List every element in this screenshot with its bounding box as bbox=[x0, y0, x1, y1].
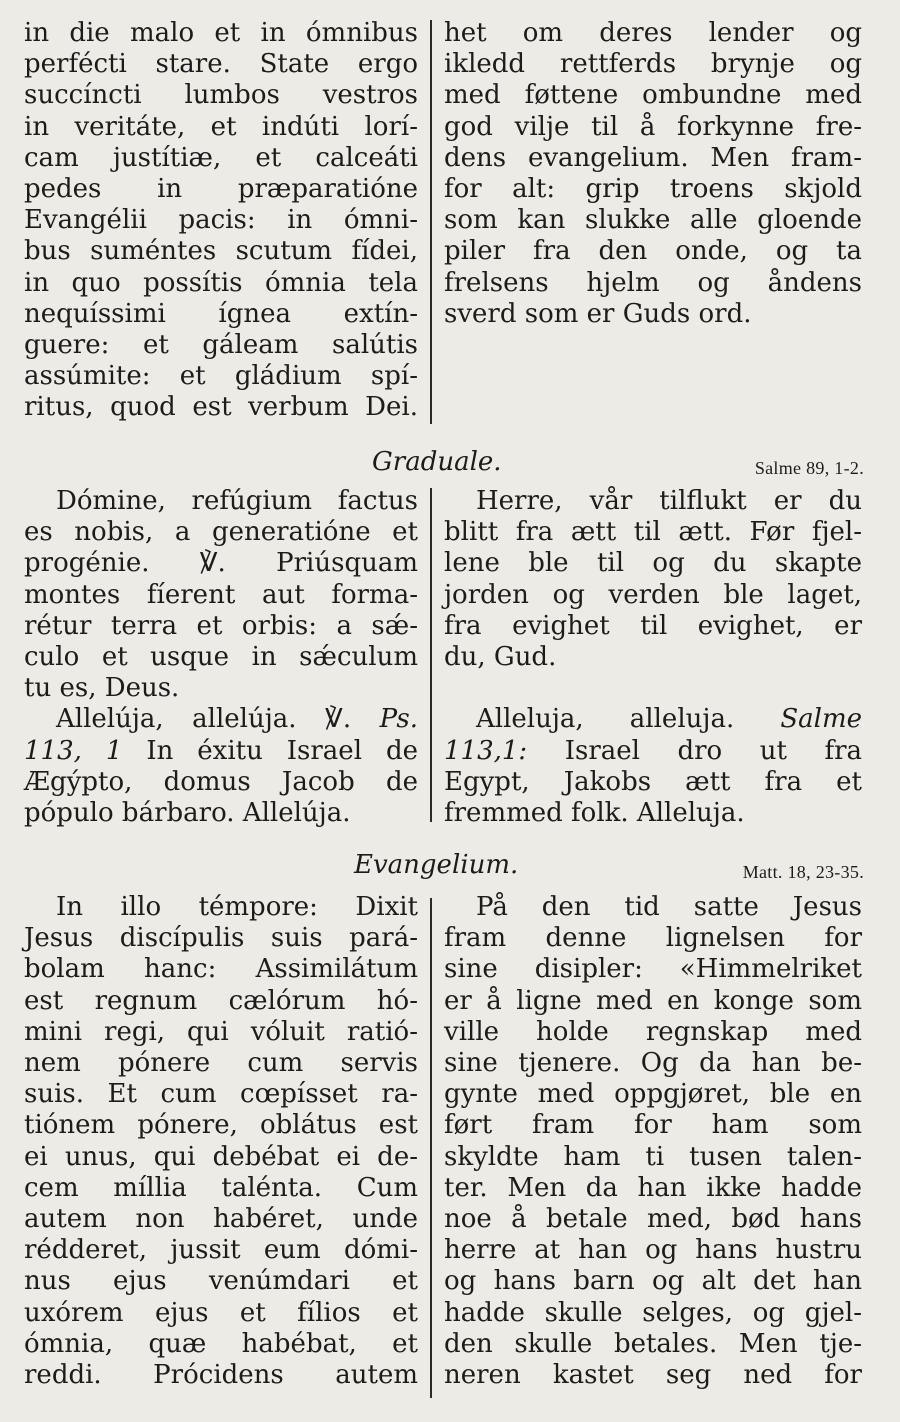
text-line: tiónem pónere, oblátus est bbox=[24, 1110, 418, 1141]
text-line: noe å betale med, bød hans bbox=[444, 1204, 862, 1235]
text-line: uxórem ejus et fílios et bbox=[24, 1297, 418, 1328]
text-line: som kan slukke alle gloende bbox=[444, 205, 862, 236]
text-line: nus ejus venúmdari et bbox=[24, 1266, 418, 1297]
text-line: sine tjenere. Og da han be- bbox=[444, 1048, 862, 1079]
text-line: rédderet, jussit eum dómi- bbox=[24, 1235, 418, 1266]
text-line: nem pónere cum servis bbox=[24, 1048, 418, 1079]
italic-segment: Salme bbox=[780, 704, 862, 735]
text-line: reddi. Prócidens autem bbox=[24, 1360, 418, 1391]
graduale-reference: Salme 89, 1-2. bbox=[754, 458, 864, 478]
evangelium-latin-column bbox=[24, 892, 418, 1391]
text-line: Ægýpto, domus Jacob de bbox=[24, 766, 418, 797]
text-line: lene ble til og du skapte bbox=[444, 548, 862, 579]
text-line: Herre, vår tilflukt er du bbox=[476, 486, 862, 516]
text-line: Jesus discípulis suis pará- bbox=[24, 923, 418, 954]
text-line: for alt: grip troens skjold bbox=[444, 174, 862, 205]
text-line: in die malo et in ómnibus bbox=[24, 18, 418, 48]
text-line: montes fíerent aut forma- bbox=[24, 579, 418, 610]
text-line bbox=[444, 704, 862, 735]
text-line: piler fra den onde, og ta bbox=[444, 236, 862, 267]
text-line: cam justítiæ, et calceáti bbox=[24, 142, 418, 173]
text-line: ómnia, quæ habébat, et bbox=[24, 1328, 418, 1359]
graduale-norwegian-column bbox=[444, 486, 862, 829]
text-line: ville holde regnskap med bbox=[444, 1016, 862, 1047]
text-line: Evangélii pacis: in ómni- bbox=[24, 205, 418, 236]
text-line: pedes in præparatióne bbox=[24, 174, 418, 205]
text-line: gynte med oppgjøret, ble en bbox=[444, 1079, 862, 1110]
text-line: perfécti stare. State ergo bbox=[24, 49, 418, 80]
text-line: est regnum cælórum hó- bbox=[24, 985, 418, 1016]
text-line: hadde skulle selges, og gjel- bbox=[444, 1297, 862, 1328]
text-line: pópulo bárbaro. Allelúja. bbox=[24, 798, 351, 829]
evangelium-norwegian-column bbox=[444, 892, 862, 1391]
text-line: tu es, Deus. bbox=[24, 673, 180, 704]
text-line: ei unus, qui debébat ei de- bbox=[24, 1141, 418, 1172]
text-line bbox=[24, 736, 418, 767]
evangelium-section bbox=[0, 892, 900, 1402]
evangelium-heading: Evangelium. bbox=[354, 850, 519, 880]
epistle-section bbox=[0, 18, 900, 426]
text-line: culo et usque in sǽculum bbox=[24, 642, 418, 673]
text-line: succíncti lumbos vestros bbox=[24, 80, 418, 111]
text-line: dens evangelium. Men fram- bbox=[444, 142, 862, 173]
text-line: fremmed folk. Alleluja. bbox=[444, 798, 745, 829]
text-line: ført fram for ham som bbox=[444, 1110, 862, 1141]
graduale-heading: Graduale. bbox=[372, 447, 502, 477]
text-line: het om deres lender og bbox=[444, 18, 862, 48]
text-line: suis. Et cum cœpísset ra- bbox=[24, 1079, 418, 1110]
column-divider bbox=[430, 20, 432, 424]
italic-segment: 113, 1 bbox=[24, 735, 123, 766]
text-line: Dómine, refúgium factus bbox=[56, 486, 418, 516]
text-line: med føttene ombundne med bbox=[444, 80, 862, 111]
text-line bbox=[24, 704, 418, 735]
graduale-section bbox=[0, 486, 900, 829]
text-line: På den tid satte Jesus bbox=[476, 892, 862, 922]
text-line: ritus, quod est verbum Dei. bbox=[24, 392, 418, 423]
text-line: neren kastet seg ned for bbox=[444, 1360, 862, 1391]
text-segment: Alleluja, alleluja. bbox=[476, 704, 781, 735]
italic-segment: 113,1: bbox=[444, 735, 528, 766]
text-line: assúmite: et gládium spí- bbox=[24, 361, 418, 392]
text-segment: Allelúja, allelúja. ℣. bbox=[56, 704, 380, 735]
text-line: bus suméntes scutum fídei, bbox=[24, 236, 418, 267]
text-line: in veritáte, et indúti lorí- bbox=[24, 111, 418, 142]
graduale-latin-column bbox=[24, 486, 418, 829]
text-line: sverd som er Guds ord. bbox=[444, 298, 752, 329]
text-line: guere: et gáleam salútis bbox=[24, 330, 418, 361]
text-line: herre at han og hans hustru bbox=[444, 1235, 862, 1266]
text-line: ikledd rettferds brynje og bbox=[444, 49, 862, 80]
text-segment: In éxitu Israel de bbox=[122, 735, 418, 766]
text-line: fram denne lignelsen for bbox=[444, 923, 862, 954]
italic-segment: Ps. bbox=[379, 704, 418, 735]
epistle-latin-column bbox=[24, 18, 418, 424]
text-line: Egypt, Jakobs ætt fra et bbox=[444, 766, 862, 797]
text-line: blitt fra ætt til ætt. Før fjel- bbox=[444, 517, 862, 548]
text-line: ter. Men da han ikke hadde bbox=[444, 1172, 862, 1203]
text-segment: Israel dro ut fra bbox=[527, 735, 862, 766]
text-line: frelsens hjelm og åndens bbox=[444, 267, 862, 298]
text-line: nequíssimi ígnea extín- bbox=[24, 298, 418, 329]
column-divider bbox=[430, 898, 432, 1398]
text-line: autem non habéret, unde bbox=[24, 1204, 418, 1235]
epistle-norwegian-column bbox=[444, 18, 862, 330]
evangelium-reference: Matt. 18, 23-35. bbox=[742, 862, 864, 882]
text-line: mini regi, qui vóluit ratió- bbox=[24, 1016, 418, 1047]
text-line: du, Gud. bbox=[444, 642, 557, 673]
text-line: jorden og verden ble laget, bbox=[444, 579, 862, 610]
text-line: bolam hanc: Assimilátum bbox=[24, 954, 418, 985]
text-line: In illo témpore: Dixit bbox=[56, 892, 418, 922]
text-line: og hans barn og alt det han bbox=[444, 1266, 862, 1297]
spacer-line bbox=[444, 673, 862, 704]
text-line: in quo possítis ómnia tela bbox=[24, 267, 418, 298]
text-line: er å ligne med en konge som bbox=[444, 985, 862, 1016]
text-line: progénie. ℣. Priúsquam bbox=[24, 548, 418, 579]
text-line: god vilje til å forkynne fre- bbox=[444, 111, 862, 142]
text-line: rétur terra et orbis: a sǽ- bbox=[24, 610, 418, 641]
text-line bbox=[444, 736, 862, 767]
text-line: sine disipler: «Himmelriket bbox=[444, 954, 862, 985]
text-line: cem míllia talénta. Cum bbox=[24, 1172, 418, 1203]
text-line: es nobis, a generatióne et bbox=[24, 517, 418, 548]
text-line: den skulle betales. Men tje- bbox=[444, 1328, 862, 1359]
text-line: fra evighet til evighet, er bbox=[444, 610, 862, 641]
text-line: skyldte ham ti tusen talen- bbox=[444, 1141, 862, 1172]
column-divider bbox=[430, 488, 432, 822]
